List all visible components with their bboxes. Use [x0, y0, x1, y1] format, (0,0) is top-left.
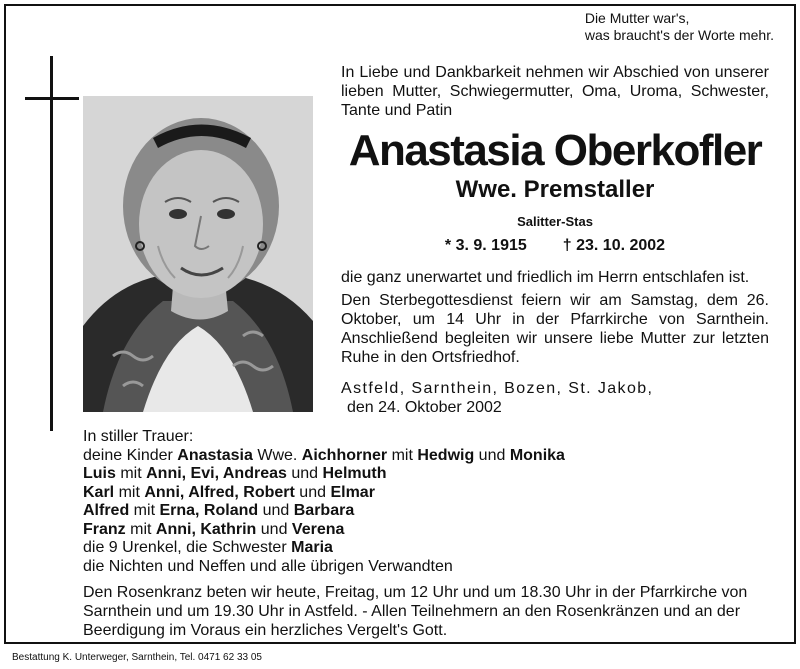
- motto: [585, 10, 774, 44]
- announcement-paragraph-2: Den Sterbegottesdienst feiern wir am Samstag, dem 26. Oktober, um 14 Uhr in der Pfarrkirche von Sarnthein. Anschließend begleiten wir unsere liebe Mutter zur letzten Ruhe in den Ortsfriedhof.: [341, 292, 769, 366]
- cross-icon-vertical: [50, 56, 53, 431]
- motto-line-2: was braucht's der Worte mehr.: [584, 27, 774, 43]
- mourners-line: Karl mit Anni, Alfred, Robert und Elmar: [83, 483, 375, 501]
- announcement-date: den 24. Oktober 2002: [347, 399, 502, 416]
- rosary-notice: Den Rosenkranz beten wir heute, Freitag, um 12 Uhr und um 18.30 Uhr in der Pfarrkirche von Sarnthein und um 19.30 Uhr in Astfeld. - Allen Teilnehmern an den Rosenkränzen und an der Beerdigung im Voraus ein herzliches Vergelt's Gott.: [83, 584, 748, 639]
- deceased-name: Anastasia Oberkofler: [348, 126, 762, 175]
- mourners-line: Luis mit Anni, Evi, Andreas und Helmuth: [83, 465, 387, 482]
- portrait-photo-illustration: [83, 96, 313, 412]
- deceased-nickname: Salitter-Stas: [517, 214, 593, 229]
- death-date: † 23. 10. 2002: [562, 237, 666, 254]
- mourners-line: deine Kinder Anastasia Wwe. Aichhorner mit Hedwig und Monika: [83, 446, 565, 464]
- announcement-paragraph-1: die ganz unerwartet und friedlich im Herrn entschlafen ist.: [341, 269, 750, 286]
- mourners-heading: In stiller Trauer:: [83, 428, 194, 445]
- birth-date: * 3. 9. 1915: [444, 237, 527, 254]
- funeral-home-footer: Bestattung K. Unterweger, Sarnthein, Tel. 0471 62 33 05: [12, 652, 262, 663]
- places: Astfeld, Sarnthein, Bozen, St. Jakob,: [341, 380, 654, 397]
- deceased-widow-of: Wwe. Premstaller: [455, 176, 655, 203]
- mourners-line: Franz mit Anni, Kathrin und Verena: [83, 520, 345, 538]
- mourners-line: die 9 Urenkel, die Schwester Maria: [83, 539, 333, 556]
- mourners-list: [83, 428, 773, 576]
- mourners-line: Alfred mit Erna, Roland und Barbara: [83, 502, 355, 519]
- mourners-line: die Nichten und Neffen und alle übrigen Verwandten: [83, 557, 453, 575]
- cross-icon-horizontal: [25, 97, 79, 100]
- motto-line-1: Die Mutter war's,: [584, 10, 690, 26]
- portrait-photo: [83, 96, 313, 412]
- announcement-body: [341, 268, 769, 371]
- intro-text: In Liebe und Dankbarkeit nehmen wir Abschied von unserer lieben Mutter, Schwiegermutter, Oma, Uroma, Schwester, Tante und Patin: [341, 64, 769, 119]
- life-dates: [341, 236, 769, 256]
